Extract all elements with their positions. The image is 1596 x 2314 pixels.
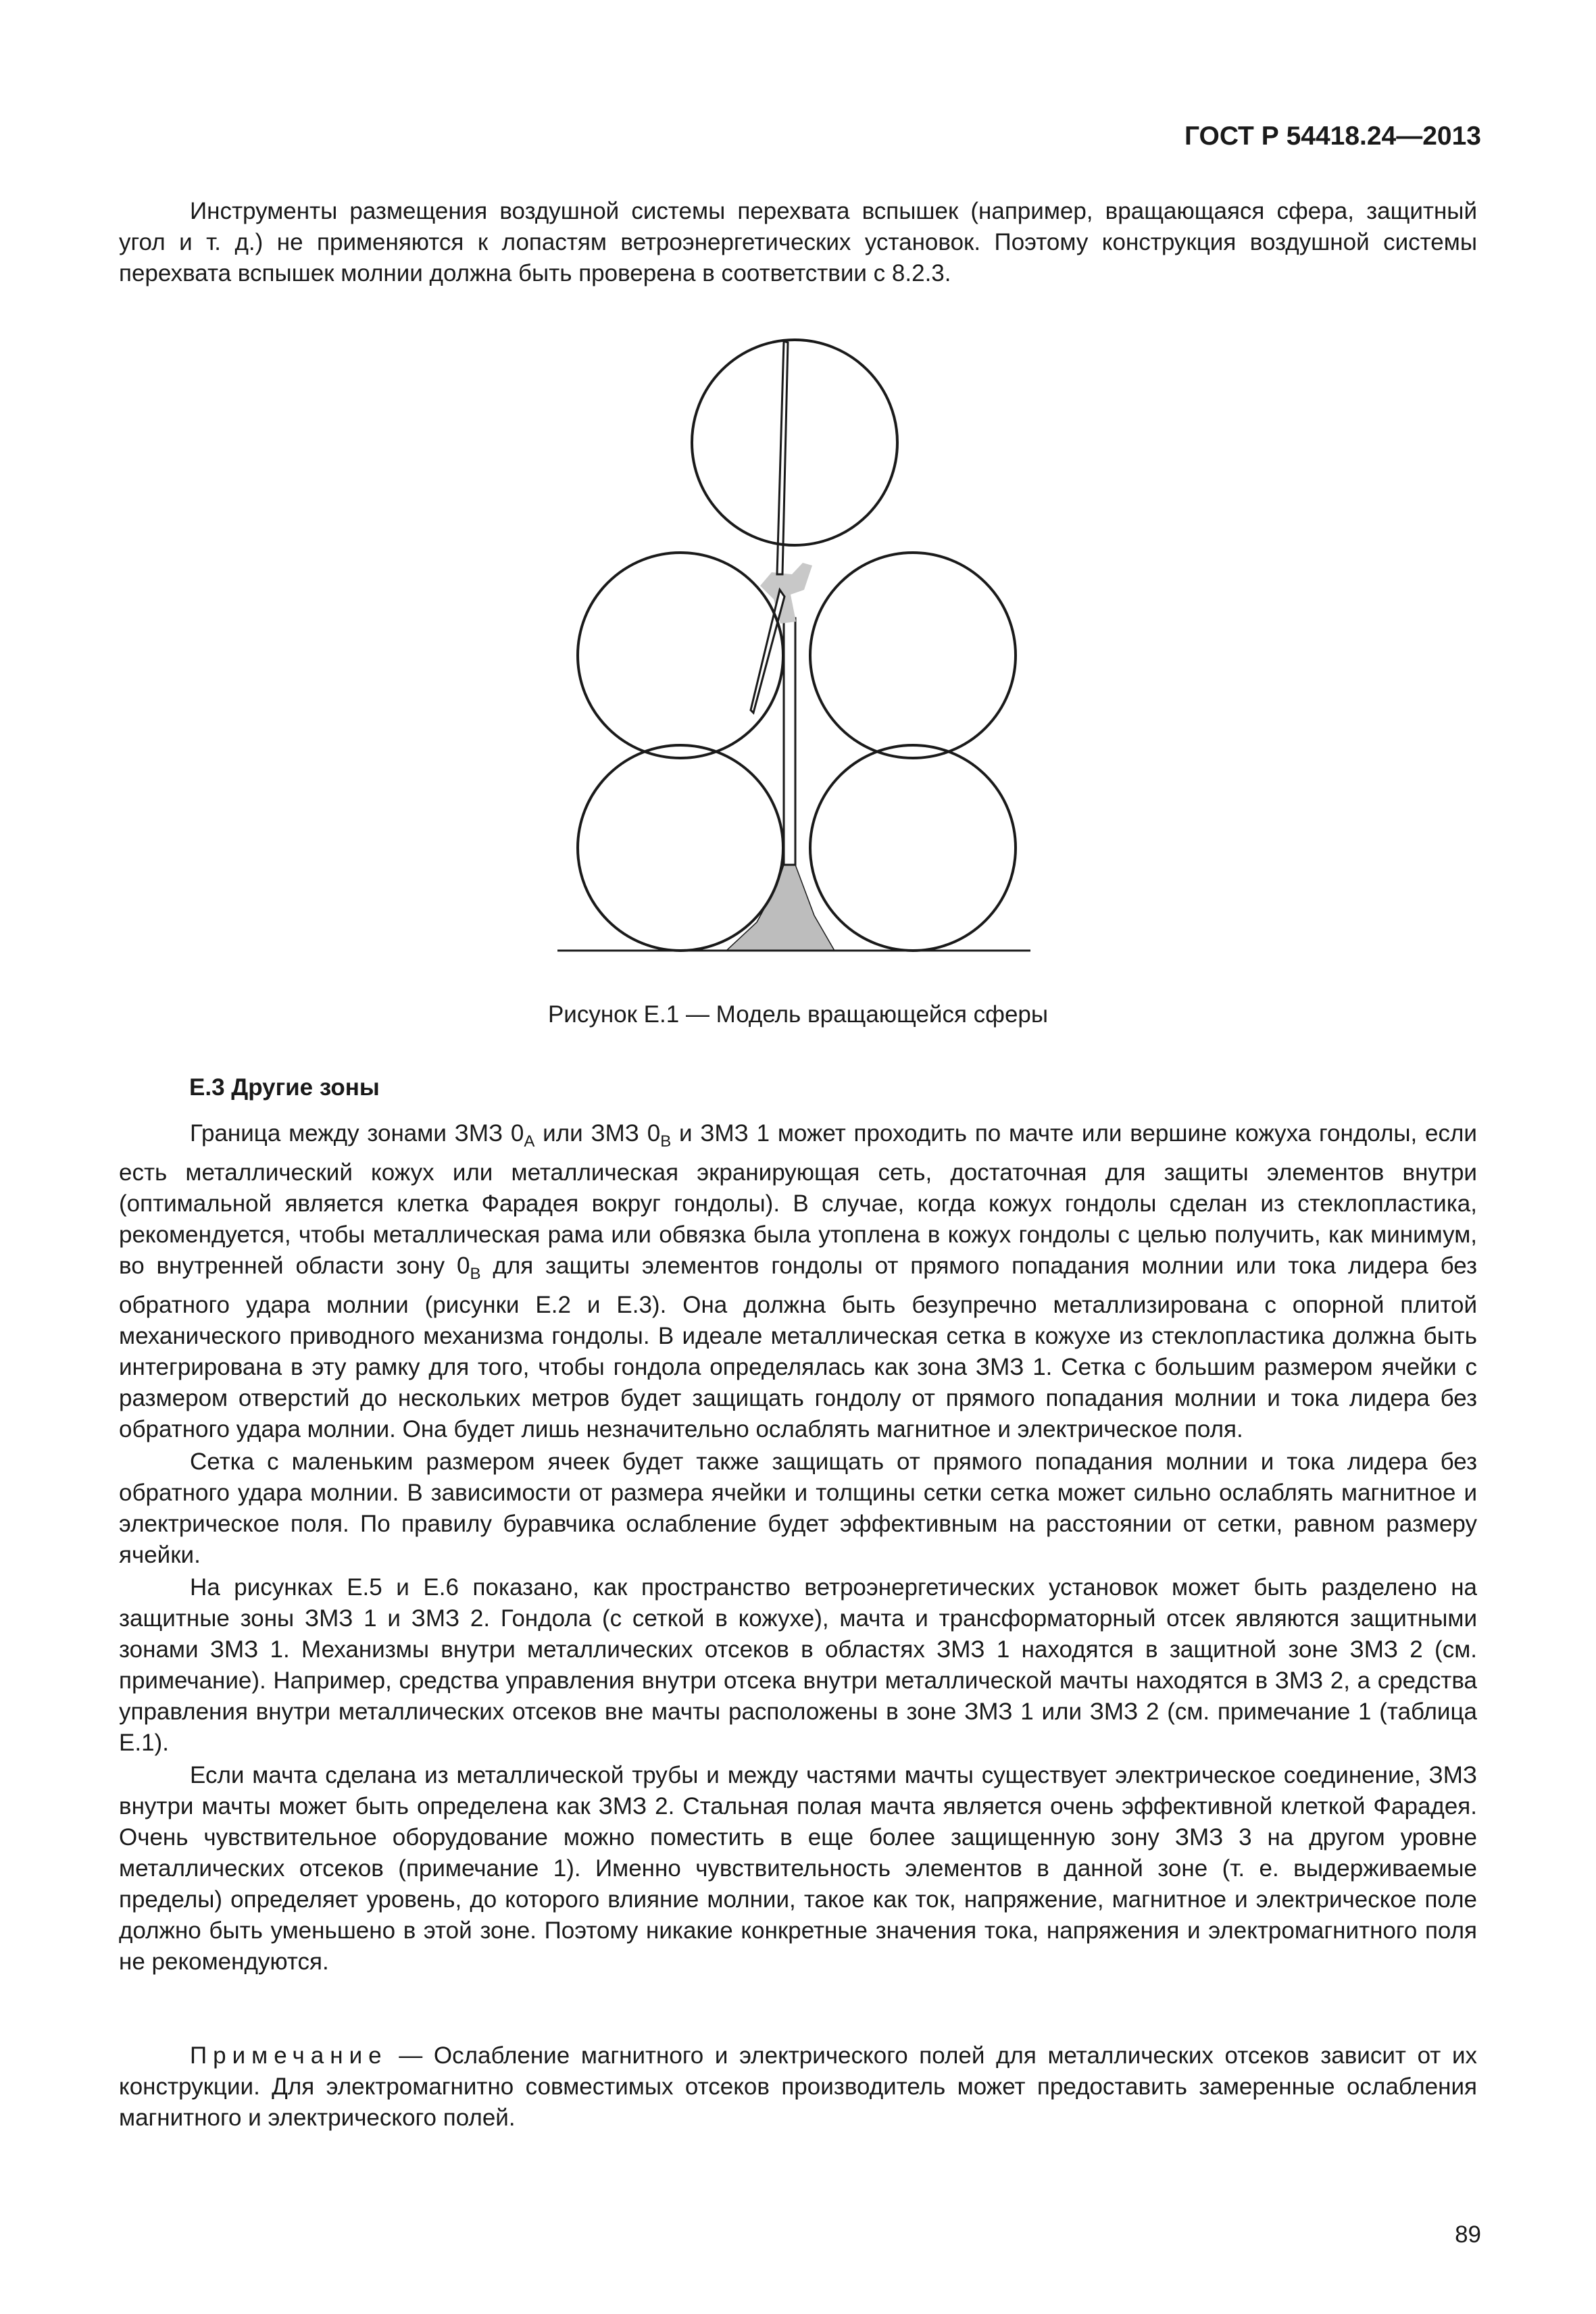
rotor-blade-up (777, 341, 788, 574)
body-paragraph-2: Сетка с маленьким размером ячеек будет также защищать от прямого попадания молнии и тока лидера без обратного удара молнии. В зависимости от размера ячейки и толщины сетки сетка может сильно ослаблять магнитное и электрическое поля. По правилу буравчика ослабление будет эффективным на расстоянии от сетки, равном размеру ячейки. (119, 1449, 1477, 1568)
tower-mast (784, 618, 795, 865)
p1-part-b: или ЗМЗ 0 (534, 1120, 661, 1147)
body-paragraph-4: Если мачта сделана из металлической трубы и между частями мачты существует электрическое соединение, ЗМЗ внутри мачты может быть определена как ЗМЗ 2. Стальная полая мачта является очень эффективной клеткой Фарадея. Очень чувствительное оборудование можно поместить в еще более защищенную зону ЗМЗ 3 на другом уровне металлических отсеков (примечание 1). Именно чувствительность элементов в данной зоне (т. е. выдерживаемые пределы) определяет уровень, до которого влияние молнии, такое как ток, напряжение, магнитное и электрическое поле должно быть уменьшено в этой зоне. Поэтому никакие конкретные значения тока, напряжения и электромагнитного поля не рекомендуются. (119, 1762, 1477, 1975)
sphere-bottom-left (578, 745, 783, 951)
body-paragraph-3: На рисунках Е.5 и Е.6 показано, как пространство ветроэнергетических установок может быть разделено на защитные зоны ЗМЗ 1 и ЗМЗ 2. Гондола (с сеткой в кожухе), мачта и трансформаторный отсек являются защитными зонами ЗМЗ 1. Механизмы внутри металлических отсеков в областях ЗМЗ 1 находятся в защитной зоне ЗМЗ 2 (см. примечание). Например, средства управления внутри отсека внутри металлической мачты находятся в ЗМЗ 2, а средства управления внутри металлических отсеков вне мачты расположены в зоне ЗМЗ 1 или ЗМЗ 2 (см. примечание 1 (таблица Е.1). (119, 1574, 1477, 1756)
note-block (119, 2040, 1477, 2134)
intro-paragraph (119, 196, 1477, 289)
note-paragraph (119, 2040, 1477, 2134)
intro-text: Инструменты размещения воздушной системы перехвата вспышек (например, вращающаяся сфера, защитный угол и т. д.) не применяются к лопастям ветроэнергетических установок. Поэтому конструкция воздушной системы перехвата вспышек молнии должна быть проверена в соответствии с 8.2.3. (119, 198, 1477, 286)
page-number: 89 (1455, 2221, 1481, 2248)
note-text: — Ослабление магнитного и электрического полей для металлических отсеков зависит от их конструкции. Для электромагнитно совместимых отсеков производитель может предоставить замеренные ослабления магнитного и электрического полей. (119, 2042, 1477, 2131)
sphere-middle-left (578, 553, 783, 758)
note-label: Примечание (190, 2042, 388, 2069)
p1-sub-b: B (660, 1132, 672, 1151)
p1-sub-a: A (524, 1132, 535, 1151)
p1-part-c: и ЗМЗ 1 может проходить по мачте или вершине кожуха гондолы, если есть металлический кожух или металлическая экранирующая сеть, достаточная для защиты элементов внутри (оптимальной является клетка Фарадея вокруг гондолы). В случае, когда кожух гондолы сделан из стеклопластика, рекомендуется, чтобы металлическая рама или обвязка была утоплена в кожух гондолы с целью получить, как минимум, во внутренней области зону 0 (119, 1120, 1477, 1279)
ground-base-shape (726, 865, 834, 951)
body-paragraph-1 (119, 1118, 1477, 1445)
sphere-top (692, 340, 897, 545)
section-title: Е.3 Другие зоны (189, 1074, 380, 1101)
rolling-sphere-diagram (554, 334, 1041, 970)
document-code-header: ГОСТ Р 54418.24—2013 (1184, 122, 1481, 151)
rolling-sphere-figure (554, 334, 1041, 970)
p1-part-a: Граница между зонами ЗМЗ 0 (190, 1120, 524, 1147)
section-body (119, 1118, 1477, 1978)
sphere-middle-right (810, 553, 1016, 758)
rotor-blade-down (751, 590, 784, 713)
sphere-bottom-right (810, 745, 1016, 951)
p1-sub-c: B (470, 1265, 481, 1283)
nacelle-shape (760, 563, 812, 624)
p1-part-d: для защиты элементов гондолы от прямого попадания молнии или тока лидера без обратного удара молнии (рисунки Е.2 и Е.3). Она должна быть безупречно металлизирована с опорной плитой механического приводного механизма гондолы. В идеале металлическая сетка в кожухе из стеклопластика должна быть интегрирована в эту рамку для того, чтобы гондола определялась как зона ЗМЗ 1. Сетка с большим размером ячейки с размером отверстий до нескольких метров будет защищать гондолу от прямого попадания молнии и тока лидера без обратного удара молнии. Она будет лишь незначительно ослаблять магнитное и электрическое поля. (119, 1253, 1477, 1442)
figure-caption: Рисунок Е.1 — Модель вращающейся сферы (547, 1001, 1049, 1028)
